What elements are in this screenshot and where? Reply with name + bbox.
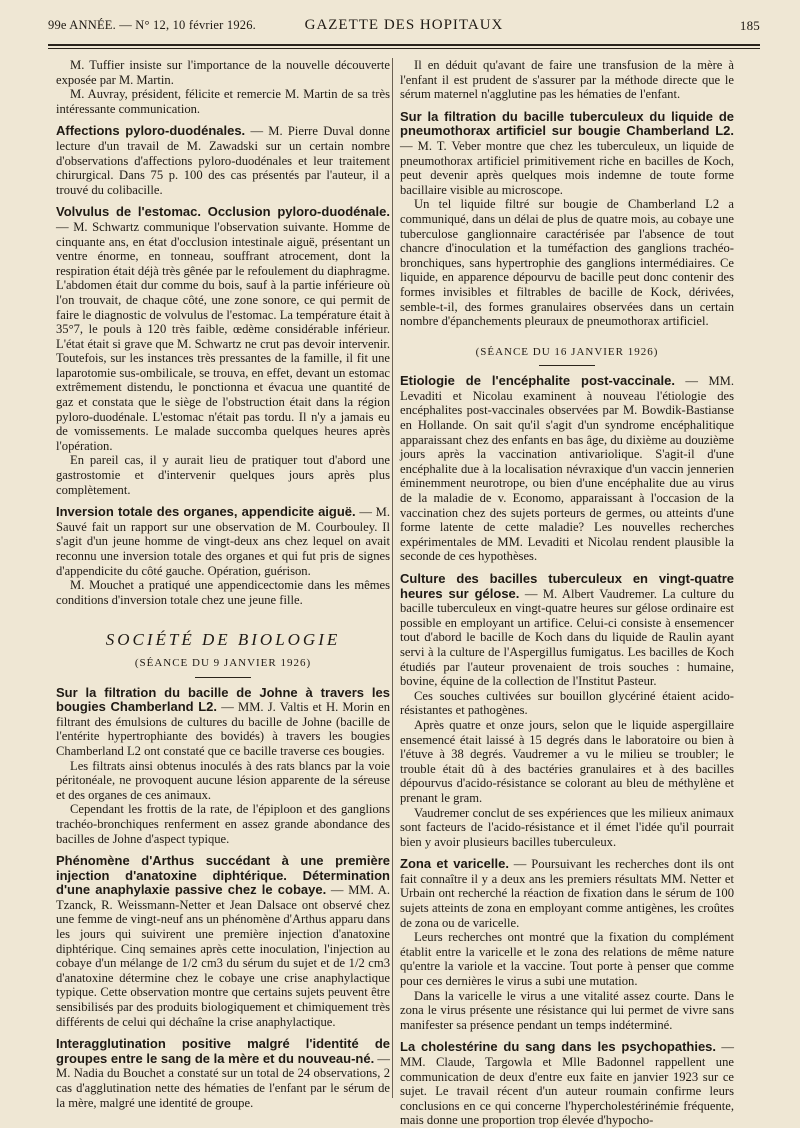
section-zona (400, 857, 734, 930)
section-text: — MM. J. Valtis et H. Morin en filtrant des émulsions de cultures du bacille de Johne (bacille de l'entérite hypertrophiante des bovidés) à travers les bougies Chamberland L2 ont constaté que ce bacille traverse ces bougies. (56, 700, 390, 758)
society-title: SOCIÉTÉ DE BIOLOGIE (105, 630, 341, 650)
section-title: Etiologie de l'encéphalite post-vaccinale. (400, 373, 675, 389)
section-interagglutination (56, 1037, 390, 1110)
short-rule (195, 677, 251, 678)
header-rule (48, 44, 760, 46)
issue-info: 99e ANNÉE. — N° 12, 10 février 1926. (48, 18, 256, 32)
paragraph: M. Auvray, président, félicite et remercie M. Martin de sa très intéressante communication. (56, 87, 390, 116)
section-text: — M. Sauvé fait un rapport sur une observation de M. Courbouley. Il s'agit d'un jeune homme de vingt-deux ans chez lequel on avait reconnu une inversion totale des organes et qui fut pris de signes d'appendicite du côté gauche. Opération, guérison. (56, 505, 390, 578)
section-title: Sur la filtration du bacille tuberculeux du liquide de pneumothorax artificiel sur bougie Chamberland L2. (400, 108, 734, 139)
section-title: Interagglutination positive malgré l'identité de groupes entre le sang de la mère et du nouveau-né. (56, 1036, 390, 1066)
left-column (56, 58, 390, 1110)
section-text: — M. Schwartz communique l'observation suivante. Homme de cinquante ans, en état d'occlusion intestinale aiguë, présentant un ventre énorme, en tonneau, souffrant atrocement, dont la respiration était déjà très gênée par le refoulement du diaphragme. L'abdomen était dur comme du bois, sauf à la partie inférieure où l'on trouvait, de chaque côté, une zone sonore, ce qui permit de faire le diagnostic de volvulus de l'estomac. La température était à 35°7, le pouls à 120 très faible, œdème considérable inférieur. L'état était si grave que M. Schwartz ne crut pas devoir intervenir. Toutefois, sur les instances très pressantes de la famille, il fit une laparotomie sus-ombilicale, se trouva, en effet, devant un estomac extrêmement distendu, le ponctionna et évacua une quantité de gaz et constata que le siège de l'obstruction était dans la région pyloro-duodénale. L'estomac n'était pas tordu. Il n'y a jamais eu de vomissements. Le malade succomba quelques heures après l'opération. (56, 219, 390, 453)
section-filtration-johne (56, 686, 390, 759)
paragraph: M. Mouchet a pratiqué une appendicectomie dans les mêmes conditions d'inversion totale chez une jeune fille. (56, 578, 390, 607)
section-filtration-tuberculeux (400, 110, 734, 198)
right-column (400, 58, 734, 1128)
paragraph: Après quatre et onze jours, selon que le liquide aspergillaire ensemencé était laissé à 15 degrés dans le laboratoire ou bien à l'étuve à 38 degrés. Vaudremer a vu le milieu se troubler; le trouble était dû à des bactéries granulaires et à des bacilles dépourvus d'acido-résistance se colorant au bleu de méthylène et prenant le gram. (400, 717, 734, 805)
journal-title: GAZETTE DES HOPITAUX (304, 17, 504, 33)
paragraph: Cependant les frottis de la rate, de l'épiploon et des ganglions trachéo-bronchiques renferment en assez grande abondance des bacilles de Johne d'aspect typique. (56, 802, 390, 846)
section-affections (56, 124, 390, 197)
section-title: Culture des bacilles tuberculeux en vingt-quatre heures sur gélose. (400, 571, 734, 601)
section-text: — M. Albert Vaudremer. La culture du bacille tuberculeux en vingt-quatre heures sur gélose ordinaire est possible en employant un artifice. Celui-ci consiste à ensemencer tout d'abord le bacille de Koch dans du liquide de Raulin ayant servi à la culture de l'Aspergillus fumigatus. Les bacilles de Koch étudiés par l'auteur provenaient de trois souches : humaine, bovine, équine de la collection de l'Institut Pasteur. (400, 586, 734, 689)
paragraph: Dans la varicelle le virus a une vitalité assez courte. Dans le zona le virus présente une résistance qui lui permet de vivre sans manifester sa présence pendant un temps indéterminé. (400, 988, 734, 1032)
page-header (48, 14, 760, 36)
section-title: Zona et varicelle. (400, 856, 509, 872)
section-title: Phénomène d'Arthus succédant à une première injection d'anatoxine diphtérique. Détermination d'une anaphylaxie passive chez le cobaye. (56, 853, 390, 898)
section-text: — MM. Claude, Targowla et Mlle Badonnel rappellent une communication de deux d'entre eux faite en janvier 1923 sur ce sujet. Le travail récent d'un auteur roumain confirme leurs conclusions en ce qui concerne l'hypercholestérinémie fréquente, mais donne une proportion trop élevée d'hypocho- (400, 1040, 734, 1128)
section-inversion (56, 505, 390, 578)
seance-date: (SÉANCE DU 9 JANVIER 1926) (134, 656, 312, 669)
section-etiologie (400, 374, 734, 564)
seance-date: (SÉANCE DU 16 JANVIER 1926) (475, 345, 659, 358)
paragraph: Leurs recherches ont montré que la fixation du complément établit entre la varicelle et le zona des relations de même nature qu'entre la variole et la vaccine. Tout porte à penser que comme pour ces dernières le virus a subi une mutation. (400, 930, 734, 989)
paragraph: Ces souches cultivées sur bouillon glycériné étaient acido-résistantes et pathogènes. (400, 688, 734, 718)
paragraph: Les filtrats ainsi obtenus inoculés à des rats blancs par la voie péritonéale, ne provoquent aucune lésion apparente de la séreuse et des organes de ces animaux. (56, 758, 390, 802)
header-rule-thin (48, 48, 760, 49)
section-volvulus (56, 205, 390, 453)
paragraph: Vaudremer conclut de ses expériences que les milieux animaux sont facteurs de l'acido-résistance et il émet l'idée qu'il pourrait bien y avoir plusieurs bacilles tuberculeux. (400, 805, 734, 849)
section-text: — M. Pierre Duval donne lecture d'un travail de M. Zawadski sur un certain nombre d'observations d'affections pyloro-duodénales et leur traitement chirurgical. Dans 75 p. 100 des cas présentés par l'auteur, il a trouvé du colibacille. (56, 124, 391, 197)
page-number: 185 (739, 18, 760, 33)
short-rule (539, 365, 595, 366)
section-title: La cholestérine du sang dans les psychopathies. (400, 1039, 717, 1055)
section-title: Inversion totale des organes, appendicite aiguë. (56, 504, 356, 520)
paragraph: Un tel liquide filtré sur bougie de Chamberland L2 a communiqué, dans un délai de plus de quatre mois, au cobaye une tuberculose ganglionnaire caractérisée par l'absence de tout chancre d'inoculation et la tuméfaction des ganglions trachéo-bronchiques, sans hypertrophie des ganglions intermédiaires. Ce liquide, en apparence dépourvu de bacille peut donc contenir des formes invisibles et filtrables de bacille de Kock, dérivées, semble-t-il, des formes granulaires observées dans un certain nombre d'épanchements pleuraux de pneumothorax artificiel. (400, 197, 734, 329)
section-text: — M. Nadia du Bouchet a constaté sur un total de 24 observations, 2 cas d'agglutination nette des hématies de l'enfant par le sérum de la mère, malgré une identité de groupe. (56, 1051, 390, 1110)
paragraph: Il en déduit qu'avant de faire une transfusion de la mère à l'enfant il est prudent de s'assurer par la méthode directe que le sérum maternel n'agglutine pas les hématies de l'enfant. (400, 58, 734, 102)
section-text: — Poursuivant les recherches dont ils ont fait connaître il y a deux ans les premiers résultats MM. Netter et Urbain ont recherché la réaction de fixation dans le sérum de 100 sujets atteints de zona en employant comme antigènes, les croûtes de zona ou de varicelle. (400, 857, 734, 930)
paragraph: M. Tuffier insiste sur l'importance de la nouvelle découverte exposée par M. Martin. (56, 58, 390, 87)
column-divider (392, 58, 393, 1098)
paragraph: En pareil cas, il y aurait lieu de pratiquer tout d'abord une gastrostomie et d'intervenir quelques jours après plus complètement. (56, 453, 390, 497)
section-arthus (56, 854, 390, 1029)
section-title: Sur la filtration du bacille de Johne à travers les bougies Chamberland L2. (56, 684, 390, 715)
section-cholesterine (400, 1040, 734, 1128)
section-text: — MM. A. Tzanck, R. Weissmann-Netter et Jean Dalsace ont observé chez une femme de vingt-neuf ans un phénomène d'Arthus apparu dans les jours qui suivirent une première injection d'anatoxine diphtérique. Cinq semaines après cette inoculation, l'injection au cobaye d'un mélange de 1/2 cm3 du sérum du sujet et de 1/2 cm3 d'anatoxine détermine chez le cobaye une crise anaphylactique typique. Cette observation montre que certains sujets peuvent être sensibilisés par des produits biologiquement et chimiquement très différents de celui qui déchaîne la crise anaphylactique. (56, 883, 390, 1029)
section-title: Volvulus de l'estomac. Occlusion pyloro-duodénale. (56, 204, 390, 220)
section-culture (400, 572, 734, 689)
section-text: — M. T. Veber montre que chez les tuberculeux, un liquide de pneumothorax artificiel primitivement riche en bacilles de Koch, peut devenir après quelques mois indemne de toute forme bacillaire visible au microscope. (400, 138, 734, 197)
section-text: — MM. Levaditi et Nicolau examinent à nouveau l'étiologie des encéphalites post-vaccinales observées par M. Bowdik-Bastianse en Hollande. On sait qu'il s'agit d'un syndrome encéphalitique apparaissant chez des enfants en bas âge, du dixième au douzième jours après la vaccination antivariolique. S'agit-il d'une encéphalite due à la localisation névraxique d'un vaccin jennerien éminemment neurotrope, ou bien d'une encéphalite due au virus de la maladie de v. Economo, apparaissant à l'occasion de la vaccination chez des sujets porteurs de germes, ou atteints d'une forme latente de cette maladie? Les nouvelles recherches expérimentales de MM. Levaditi et Nicolau rendent plausible la seconde de ces hypothèses. (400, 374, 734, 564)
section-title: Affections pyloro-duodénales. (56, 123, 246, 139)
